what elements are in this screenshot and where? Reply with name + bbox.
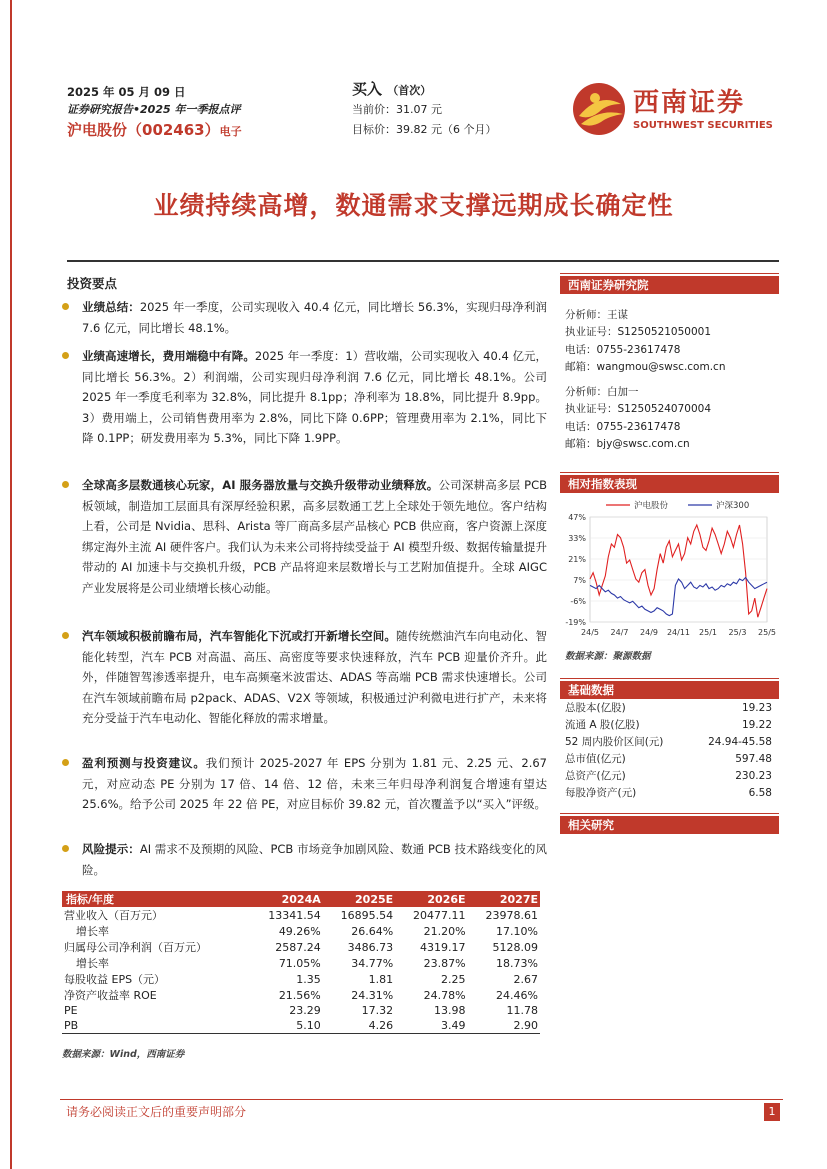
table-source: 数据来源：Wind，西南证券 bbox=[62, 1049, 185, 1060]
cell: 3.49 bbox=[395, 1018, 467, 1034]
cell: 71.05% bbox=[278, 956, 321, 970]
bullet-dot-icon bbox=[62, 759, 69, 766]
legend-label: 沪深300 bbox=[716, 501, 750, 511]
row-label: 增长率 bbox=[76, 957, 109, 970]
basic-data-row bbox=[565, 750, 772, 767]
point-bold: 业绩总结： bbox=[82, 300, 140, 314]
analyst-license: 执业证号：S1250524070004 bbox=[565, 403, 712, 416]
y-tick-label: -19% bbox=[565, 618, 586, 627]
bullet-dot-icon bbox=[62, 632, 69, 639]
point-text: 2025 年一季度，公司实现收入 40.4 亿元，同比增长 56.3%，实现归母净利润 7.6 亿元，同比增长 48.1%。 bbox=[82, 300, 547, 335]
basic-data-row bbox=[565, 733, 772, 750]
point-text: AI 需求不及预期的风险、PCB 市场竞争加剧风险、数通 PCB 技术路线变化的风险。 bbox=[82, 842, 547, 877]
footer-divider bbox=[60, 1099, 783, 1100]
current-price: 当前价：31.07 元 bbox=[352, 103, 442, 116]
table-row bbox=[62, 987, 540, 1003]
rating-value: 买入 bbox=[352, 80, 383, 98]
x-tick-label: 25/3 bbox=[728, 628, 747, 637]
analyst-email[interactable]: 邮箱：wangmou@swsc.com.cn bbox=[565, 360, 726, 373]
x-tick-label: 24/11 bbox=[666, 628, 691, 637]
row-label: 营业收入（百万元） bbox=[64, 909, 163, 922]
basic-data-table bbox=[565, 699, 772, 801]
table-header-row bbox=[62, 891, 540, 907]
basic-data-label: 总资产(亿元) bbox=[565, 770, 626, 782]
basic-data-label: 总股本(亿股) bbox=[565, 702, 626, 714]
basic-data-value: 597.48 bbox=[735, 752, 772, 765]
basic-data-value: 230.23 bbox=[735, 769, 772, 782]
logo-text-cn: 西南证券 bbox=[633, 88, 746, 118]
chart-source: 数据来源：聚源数据 bbox=[565, 651, 651, 662]
row-label: 归属母公司净利润（百万元） bbox=[64, 941, 207, 954]
related-research-heading: 相关研究 bbox=[560, 816, 779, 834]
table-row bbox=[62, 1018, 540, 1034]
cell: 26.64% bbox=[351, 924, 394, 938]
y-tick-label: 33% bbox=[568, 534, 586, 543]
report-date: 2025 年 05 月 09 日 bbox=[67, 85, 186, 99]
analyst-name: 分析师：白加一 bbox=[565, 386, 639, 398]
x-tick-label: 24/5 bbox=[581, 628, 599, 637]
cell: 24.46% bbox=[496, 988, 538, 1002]
table-row bbox=[62, 923, 540, 939]
point-text: 我们预计 2025-2027 年 EPS 分别为 1.81 元、2.25 元、2.67 元，对应动态 PE 分别为 17 倍、14 倍、12 倍，未来三年归母净利润复合增速有望达 25.6%。给予公司 2025 年 22 倍 PE，对应目标价 39.82 元，首次覆盖予以“买入”评级。 bbox=[82, 756, 547, 811]
relative-index-chart bbox=[560, 497, 779, 640]
y-tick-label: 7% bbox=[573, 576, 586, 585]
point-item bbox=[62, 475, 547, 598]
series-line bbox=[590, 578, 767, 616]
page-number: 1 bbox=[764, 1103, 780, 1121]
point-item bbox=[62, 346, 547, 449]
basic-data-value: 19.23 bbox=[741, 701, 772, 714]
cell: 5.10 bbox=[250, 1018, 322, 1034]
cell: 23978.61 bbox=[485, 908, 538, 922]
table-header-cell: 2024A bbox=[250, 891, 322, 907]
cell: 21.20% bbox=[423, 924, 466, 938]
series-line bbox=[590, 525, 767, 617]
x-tick-label: 24/7 bbox=[610, 628, 629, 637]
cell: 23.29 bbox=[289, 1004, 321, 1018]
cell: 34.77% bbox=[351, 956, 394, 970]
research-team-heading: 西南证券研究院 bbox=[560, 276, 779, 294]
legend-label: 沪电股份 bbox=[634, 501, 669, 511]
cell: 24.31% bbox=[351, 988, 394, 1002]
cell: 2.67 bbox=[513, 972, 538, 986]
cell: 4319.17 bbox=[420, 940, 466, 954]
cell: 2.25 bbox=[441, 972, 466, 986]
report-title: 业绩持续高增，数通需求支撑远期成长确定性 bbox=[153, 191, 674, 220]
left-margin-rule bbox=[10, 0, 12, 1169]
basic-data-label: 流通 A 股(亿股) bbox=[565, 719, 640, 731]
basic-data-heading: 基础数据 bbox=[560, 681, 779, 699]
point-text: 公司深耕高多层 PCB 板领域，制造加工层面具有深厚经验积累，高多层数通工艺上全球处于领先地位。客户结构上看，公司是 Nvidia、思科、Arista 等厂商高多层产品核心 PCB 供应商，客户资源上深度绑定海外主流 AI 硬件客户。我们认为未来公司将持续受益于 AI 模型升级、数据传输量提升带动的 AI 加速卡与交换机升级，PCB 产品将迎来层数增长与工艺附加值提升。全球 AIGC 产业发展将是公司业绩增长核心动能。 bbox=[82, 478, 547, 595]
bullet-dot-icon bbox=[62, 303, 69, 310]
rating-note: （首次） bbox=[387, 84, 432, 97]
point-bold: 全球高多层数通核心玩家，AI 服务器放量与交换升级带动业绩释放。 bbox=[82, 478, 439, 492]
y-tick-label: 47% bbox=[568, 513, 586, 522]
report-type: 证券研究报告•2025 年一季报点评 bbox=[67, 103, 241, 116]
analyst-2 bbox=[565, 384, 711, 453]
cell: 49.26% bbox=[278, 924, 321, 938]
cell: 5128.09 bbox=[492, 940, 538, 954]
cell: 20477.11 bbox=[413, 908, 466, 922]
basic-data-value: 24.94-45.58 bbox=[708, 735, 772, 748]
row-label: PE bbox=[64, 1004, 78, 1018]
table-row bbox=[62, 971, 540, 987]
cell: 2587.24 bbox=[275, 940, 321, 954]
point-item bbox=[62, 626, 547, 729]
cell: 2.90 bbox=[468, 1018, 540, 1034]
company-logo bbox=[571, 74, 781, 144]
point-text: 2025 年一季度：1）营收端，公司实现收入 40.4 亿元，同比增长 56.3%。2）利润端，公司实现归母净利润 7.6 亿元，同比增长 48.1%。公司 2025 年一季度毛利率为 32.8%，同比提升 8.1pp；净利率为 18.8%，同比提升 8.9pp。3）费用端上，公司销售费用率为 2.8%，同比下降 0.6PP；管理费用率为 2.1%，同比下降 0.1PP；研发费用率为 5.3%，同比下降 1.9PP。 bbox=[82, 349, 547, 445]
point-bold: 盈利预测与投资建议。 bbox=[82, 756, 206, 770]
point-item bbox=[62, 753, 547, 815]
bullet-dot-icon bbox=[62, 352, 69, 359]
stock-name bbox=[67, 119, 242, 140]
point-text: 随传统燃油汽车向电动化、智能化转型，汽车 PCB 对高温、高压、高密度等要求快速释放，汽车 PCB 迎量价齐升。此外，伴随智驾渗透率提升，电车高频毫米波雷达、ADAS 等高端 PCB 需求快速增长。公司在汽车领域前瞻布局 p2pack、ADAS、V2X 等领域，积极通过沪利微电进行扩产，未来将充分受益于汽车电动化、智能化释放的需求增量。 bbox=[82, 629, 548, 725]
footer-disclaimer: 请务必阅读正文后的重要声明部分 bbox=[66, 1105, 247, 1119]
basic-data-value: 19.22 bbox=[741, 718, 772, 731]
cell: 4.26 bbox=[323, 1018, 395, 1034]
point-bold: 风险提示： bbox=[82, 842, 140, 856]
cell: 23.87% bbox=[423, 956, 466, 970]
cell: 13.98 bbox=[434, 1004, 466, 1018]
cell: 17.32 bbox=[361, 1004, 394, 1018]
stock-name-code: 沪电股份（002463） bbox=[67, 121, 220, 139]
relative-index-heading: 相对指数表现 bbox=[560, 475, 779, 493]
sector-label: 电子 bbox=[219, 125, 242, 138]
row-label: PB bbox=[62, 1018, 250, 1034]
cell: 24.78% bbox=[423, 988, 466, 1002]
table-header-cell: 2026E bbox=[395, 891, 467, 907]
title-divider bbox=[67, 260, 779, 262]
analyst-name: 分析师：王谋 bbox=[565, 309, 628, 321]
cell: 1.81 bbox=[368, 972, 394, 986]
x-tick-label: 25/5 bbox=[758, 628, 776, 637]
bullet-dot-icon bbox=[62, 481, 69, 488]
basic-data-value: 6.58 bbox=[748, 786, 772, 799]
x-tick-label: 24/9 bbox=[640, 628, 658, 637]
logo-text-en: SOUTHWEST SECURITIES bbox=[633, 120, 773, 131]
table-header-cell: 2027E bbox=[468, 891, 540, 907]
table-row bbox=[62, 907, 540, 923]
analyst-email[interactable]: 邮箱：bjy@swsc.com.cn bbox=[565, 437, 690, 450]
cell: 21.56% bbox=[278, 988, 321, 1002]
cell: 3486.73 bbox=[347, 940, 394, 954]
cell: 1.35 bbox=[296, 972, 321, 986]
x-tick-label: 25/1 bbox=[699, 628, 717, 637]
analyst-1 bbox=[565, 307, 725, 376]
analyst-phone: 电话：0755-23617478 bbox=[565, 420, 681, 433]
basic-data-row bbox=[565, 784, 772, 801]
y-tick-label: -6% bbox=[570, 597, 586, 606]
bullet-dot-icon bbox=[62, 845, 69, 852]
basic-data-label: 总市值(亿元) bbox=[565, 753, 626, 765]
table-header-cell: 2025E bbox=[323, 891, 395, 907]
point-bold: 汽车领域积极前瞻布局，汽车智能化下沉或打开新增长空间。 bbox=[82, 629, 396, 643]
row-label: 每股收益 EPS（元） bbox=[64, 973, 166, 986]
table-row bbox=[62, 939, 540, 955]
basic-data-row bbox=[565, 767, 772, 784]
cell: 16895.54 bbox=[340, 908, 394, 922]
row-label: 增长率 bbox=[76, 925, 109, 938]
basic-data-row bbox=[565, 699, 772, 716]
point-item bbox=[62, 839, 547, 880]
y-tick-label: 21% bbox=[568, 555, 586, 564]
forecast-table bbox=[62, 891, 540, 1034]
cell: 13341.54 bbox=[268, 908, 321, 922]
basic-data-row bbox=[565, 716, 772, 733]
table-row bbox=[62, 955, 540, 971]
cell: 11.78 bbox=[506, 1004, 538, 1018]
investment-points-heading: 投资要点 bbox=[67, 276, 118, 291]
point-bold: 业绩高速增长，费用端稳中有降。 bbox=[82, 349, 255, 363]
rating bbox=[352, 78, 431, 99]
target-price: 目标价：39.82 元（6 个月） bbox=[352, 123, 497, 136]
row-label: 净资产收益率 ROE bbox=[64, 989, 157, 1002]
analyst-phone: 电话：0755-23617478 bbox=[565, 343, 681, 356]
analyst-license: 执业证号：S1250521050001 bbox=[565, 326, 712, 339]
cell: 18.73% bbox=[496, 956, 538, 970]
table-header-cell: 指标/年度 bbox=[62, 891, 250, 907]
table-row bbox=[62, 1003, 540, 1018]
point-item bbox=[62, 297, 547, 338]
basic-data-label: 每股净资产(元) bbox=[565, 787, 637, 799]
basic-data-label: 52 周内股价区间(元) bbox=[565, 736, 664, 748]
cell: 17.10% bbox=[496, 924, 538, 938]
